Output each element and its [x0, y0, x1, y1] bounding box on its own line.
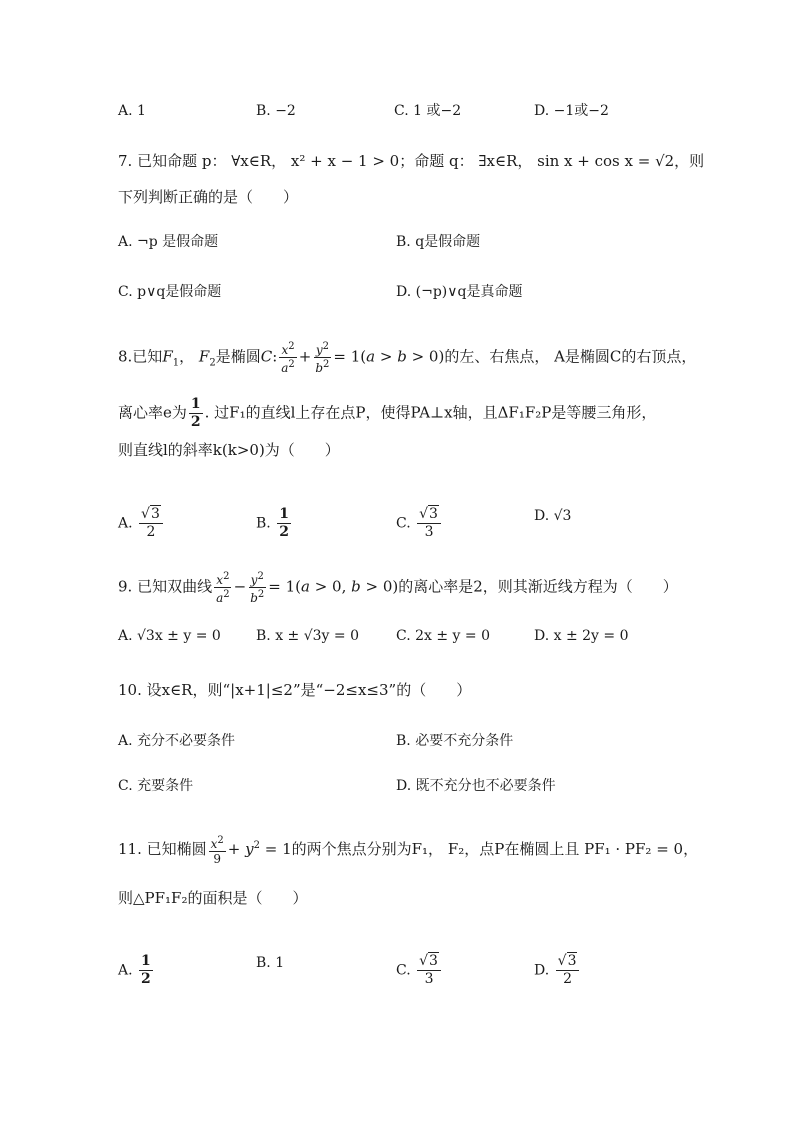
- q7-option-c: C. p∨q是假命题: [118, 284, 222, 300]
- q11-stem-line2: 则△PF₁F₂的面积是（ ）: [118, 889, 308, 907]
- q7-stem-line2: 下列判断正确的是（ ）: [118, 188, 299, 206]
- hyperbola-x-fraction: $\frac{x^2}{a^2}$: [216, 571, 230, 605]
- q10-option-d: D. 既不充分也不必要条件: [396, 778, 556, 794]
- q11-option-d: D. $\frac{√3}{2}$: [534, 953, 581, 988]
- q8-stem-line2: 离心率e为 $\frac{1}{2}$ . 过F₁的直线l上存在点P，使得PA⊥x轴，且ΔF₁F₂P是等腰三角形，: [118, 396, 657, 430]
- q9-option-a: A. √3x ± y = 0: [118, 628, 221, 644]
- q8-stem-line3: 则直线l的斜率k(k>0)为（ ）: [118, 441, 340, 459]
- q7-option-d: D. (¬p)∨q是真命题: [396, 284, 523, 300]
- q8-option-c: C. $\frac{√3}{3}$: [396, 506, 443, 541]
- q7-option-a: A. ¬p 是假命题: [118, 234, 219, 250]
- ellipse-y-fraction: $\frac{y^2}{b^2}$: [315, 341, 330, 375]
- q10-option-b: B. 必要不充分条件: [396, 733, 514, 749]
- q11-stem-line1: 11. 已知椭圆 $\frac{x^2}{9}$ + $y^2 = 1$的两个焦点分别为F₁， F₂，点P在椭圆上且 PF₁ · PF₂ = 0，: [118, 835, 699, 866]
- q8-option-d: D. √3: [534, 508, 572, 524]
- q10-stem: 10. 设x∈R，则“|x+1|≤2”是“−2≤x≤3”的（ ）: [118, 681, 472, 699]
- q8-stem-line1: 8.已知$F_1$， $F_2$是椭圆C: $\frac{x^2}{a^2}$ + $\frac{y^2}{b^2}$ = 1(a > b > 0)的左、右焦点， A是椭圆C的右顶点，: [118, 341, 697, 375]
- q10-option-a: A. 充分不必要条件: [118, 733, 236, 749]
- q9-stem: 9. 已知双曲线 $\frac{x^2}{a^2}$ − $\frac{y^2}{b^2}$ = 1(a > 0, b > 0)的离心率是2，则其渐近线方程为（ ）: [118, 571, 678, 605]
- ellipse-x2-9-fraction: $\frac{x^2}{9}$: [210, 835, 224, 866]
- q10-option-c: C. 充要条件: [118, 778, 194, 794]
- q11-option-b: B. 1: [256, 955, 285, 971]
- q11-option-a: A. $\frac{1}{2}$: [118, 953, 151, 987]
- q9-option-b: B. x ± √3y = 0: [256, 628, 359, 644]
- q6-option-d: D. −1或−2: [534, 103, 609, 119]
- q8-option-a: A. $\frac{√3}{2}$: [118, 506, 165, 541]
- ellipse-x-fraction: $\frac{x^2}{a^2}$: [281, 341, 295, 375]
- q9-option-c: C. 2x ± y = 0: [396, 628, 490, 644]
- q6-option-a: A. 1: [118, 103, 146, 119]
- q7-stem-line1: 7. 已知命题 p： ∀x∈R， x² + x − 1 > 0；命题 q： ∃x∈R， sin x + cos x = √2，则: [118, 152, 705, 170]
- q11-option-c: C. $\frac{√3}{3}$: [396, 953, 443, 988]
- eccentricity-fraction: $\frac{1}{2}$: [190, 396, 201, 430]
- q6-option-c: C. 1 或−2: [394, 103, 462, 119]
- hyperbola-y-fraction: $\frac{y^2}{b^2}$: [250, 571, 265, 605]
- q7-option-b: B. q是假命题: [396, 234, 481, 250]
- q8-option-b: B. $\frac{1}{2}$: [256, 506, 289, 540]
- q9-option-d: D. x ± 2y = 0: [534, 628, 629, 644]
- q6-option-b: B. −2: [256, 103, 296, 119]
